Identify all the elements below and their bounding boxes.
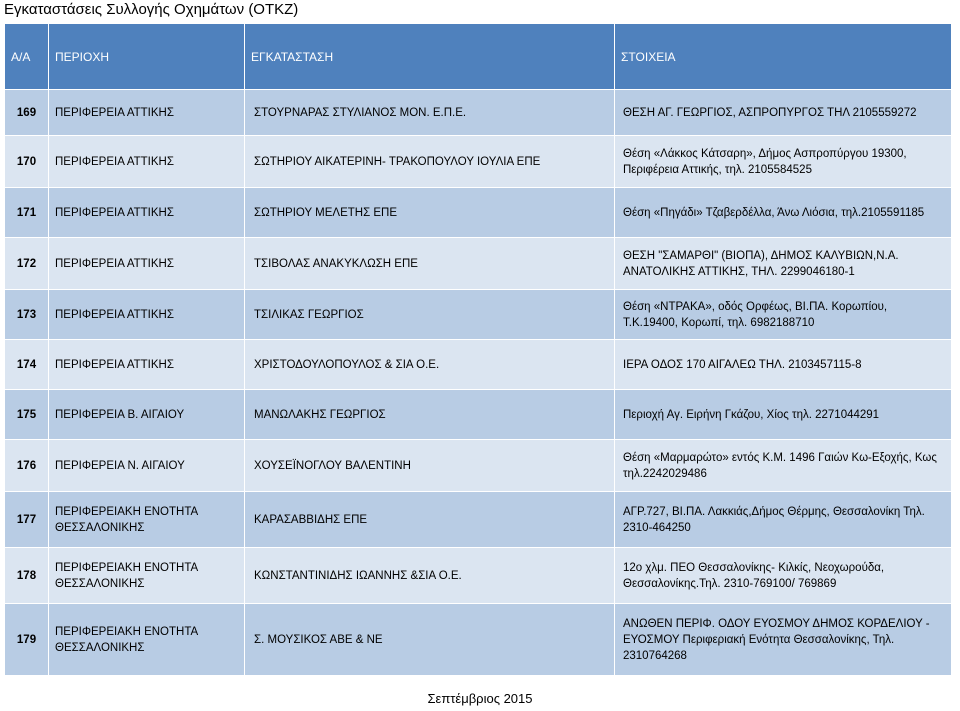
- row-number: 173: [5, 290, 49, 340]
- table-row: [5, 548, 952, 604]
- row-facility: ΧΡΙΣΤΟΔΟΥΛΟΠΟΥΛΟΣ & ΣΙΑ Ο.Ε.: [245, 340, 615, 390]
- row-facility: ΚΑΡΑΣΑΒΒΙΔΗΣ ΕΠΕ: [245, 492, 615, 548]
- row-region: ΠΕΡΙΦΕΡΕΙΑ ΑΤΤΙΚΗΣ: [49, 188, 245, 238]
- row-details: Θέση «Πηγάδι» Τζαβερδέλλα, Άνω Λιόσια, τηλ.2105591185: [615, 188, 952, 238]
- row-facility: ΜΑΝΩΛΑΚΗΣ ΓΕΩΡΓΙΟΣ: [245, 390, 615, 440]
- table-header-row: [5, 24, 952, 90]
- row-region: ΠΕΡΙΦΕΡΕΙΑ ΑΤΤΙΚΗΣ: [49, 136, 245, 188]
- row-facility: ΧΟΥΣΕΪΝΟΓΛΟΥ ΒΑΛΕΝΤΙΝΗ: [245, 440, 615, 492]
- footer-date: Σεπτέμβριος 2015: [427, 691, 533, 706]
- row-number: 178: [5, 548, 49, 604]
- column-header-region: ΠΕΡΙΟΧΗ: [49, 24, 245, 90]
- row-details: ΑΝΩΘΕΝ ΠΕΡΙΦ. ΟΔΟΥ ΕΥΟΣΜΟΥ ΔΗΜΟΣ ΚΟΡΔΕΛΙΟΥ - ΕΥΟΣΜΟΥ Περιφεριακή Ενότητα Θεσσαλονίκης, Τηλ. 2310764268: [615, 604, 952, 676]
- row-region: ΠΕΡΙΦΕΡΕΙΑ Β. ΑΙΓΑΙΟΥ: [49, 390, 245, 440]
- table-row: [5, 290, 952, 340]
- row-region: ΠΕΡΙΦΕΡΕΙΑΚΗ ΕΝΟΤΗΤΑ ΘΕΣΣΑΛΟΝΙΚΗΣ: [49, 604, 245, 676]
- row-facility: ΣΩΤΗΡΙΟΥ ΜΕΛΕΤΗΣ ΕΠΕ: [245, 188, 615, 238]
- row-details: Θέση «Λάκκος Κάτσαρη», Δήμος Ασπροπύργου 19300, Περιφέρεια Αττικής, τηλ. 2105584525: [615, 136, 952, 188]
- table-row: [5, 492, 952, 548]
- row-details: ΑΓΡ.727, ΒΙ.ΠΑ. Λακκιάς,Δήμος Θέρμης, Θεσσαλονίκη Τηλ. 2310-464250: [615, 492, 952, 548]
- table-row: [5, 238, 952, 290]
- row-facility: ΣΩΤΗΡΙΟΥ ΑΙΚΑΤΕΡΙΝΗ- ΤΡΑΚΟΠΟΥΛΟΥ ΙΟΥΛΙΑ ΕΠΕ: [245, 136, 615, 188]
- row-details: Θέση «Μαρμαρώτο» εντός Κ.Μ. 1496 Γαιών Κω-Εξοχής, Κως τηλ.2242029486: [615, 440, 952, 492]
- row-region: ΠΕΡΙΦΕΡΕΙΑ ΑΤΤΙΚΗΣ: [49, 290, 245, 340]
- row-facility: ΣΤΟΥΡΝΑΡΑΣ ΣΤΥΛΙΑΝΟΣ ΜΟΝ. Ε.Π.Ε.: [245, 90, 615, 136]
- row-details: ΘΕΣΗ "ΣΑΜΑΡΘΙ" (ΒΙΟΠΑ), ΔΗΜΟΣ ΚΑΛΥΒΙΩΝ,Ν.Α. ΑΝΑΤΟΛΙΚΗΣ ΑΤΤΙΚΗΣ, ΤΗΛ. 2299046180-1: [615, 238, 952, 290]
- row-number: 175: [5, 390, 49, 440]
- row-number: 171: [5, 188, 49, 238]
- facilities-table: [4, 23, 952, 676]
- row-number: 179: [5, 604, 49, 676]
- row-region: ΠΕΡΙΦΕΡΕΙΑ ΑΤΤΙΚΗΣ: [49, 238, 245, 290]
- row-facility: ΤΣΙΒΟΛΑΣ ΑΝΑΚΥΚΛΩΣΗ ΕΠΕ: [245, 238, 615, 290]
- table-row: [5, 390, 952, 440]
- row-number: 174: [5, 340, 49, 390]
- row-details: Θέση «ΝΤΡΑΚΑ», οδός Ορφέως, ΒΙ.ΠΑ. Κορωπίου, Τ.Κ.19400, Κορωπί, τηλ. 6982188710: [615, 290, 952, 340]
- row-number: 176: [5, 440, 49, 492]
- row-region: ΠΕΡΙΦΕΡΕΙΑ ΑΤΤΙΚΗΣ: [49, 340, 245, 390]
- row-details: ΘΕΣΗ ΑΓ. ΓΕΩΡΓΙΟΣ, ΑΣΠΡΟΠΥΡΓΟΣ ΤΗΛ 2105559272: [615, 90, 952, 136]
- row-details: Περιοχή Αγ. Ειρήνη Γκάζου, Χίος τηλ. 2271044291: [615, 390, 952, 440]
- column-header-aa: Α/Α: [5, 24, 49, 90]
- page-title: Εγκαταστάσεις Συλλογής Οχημάτων (ΟΤΚΖ): [4, 1, 299, 18]
- row-details: ΙΕΡΑ ΟΔΟΣ 170 ΑΙΓΑΛΕΩ ΤΗΛ. 2103457115-8: [615, 340, 952, 390]
- table-row: [5, 340, 952, 390]
- row-region: ΠΕΡΙΦΕΡΕΙΑΚΗ ΕΝΟΤΗΤΑ ΘΕΣΣΑΛΟΝΙΚΗΣ: [49, 548, 245, 604]
- row-number: 170: [5, 136, 49, 188]
- table-row: [5, 604, 952, 676]
- table-row: [5, 188, 952, 238]
- row-region: ΠΕΡΙΦΕΡΕΙΑΚΗ ΕΝΟΤΗΤΑ ΘΕΣΣΑΛΟΝΙΚΗΣ: [49, 492, 245, 548]
- column-header-details: ΣΤΟΙΧΕΙΑ: [615, 24, 952, 90]
- row-number: 172: [5, 238, 49, 290]
- row-region: ΠΕΡΙΦΕΡΕΙΑ ΑΤΤΙΚΗΣ: [49, 90, 245, 136]
- table-row: [5, 136, 952, 188]
- table-row: [5, 440, 952, 492]
- row-facility: Σ. ΜΟΥΣΙΚΟΣ ΑΒΕ & ΝΕ: [245, 604, 615, 676]
- table-row: [5, 90, 952, 136]
- row-facility: ΤΣΙΛΙΚΑΣ ΓΕΩΡΓΙΟΣ: [245, 290, 615, 340]
- row-number: 177: [5, 492, 49, 548]
- row-region: ΠΕΡΙΦΕΡΕΙΑ Ν. ΑΙΓΑΙΟΥ: [49, 440, 245, 492]
- column-header-facility: ΕΓΚΑΤΑΣΤΑΣΗ: [245, 24, 615, 90]
- row-details: 12ο χλμ. ΠΕΟ Θεσσαλονίκης- Κιλκίς, Νεοχωρούδα, Θεσσαλονίκης.Τηλ. 2310-769100/ 769869: [615, 548, 952, 604]
- row-facility: ΚΩΝΣΤΑΝΤΙΝΙΔΗΣ ΙΩΑΝΝΗΣ &ΣΙΑ Ο.Ε.: [245, 548, 615, 604]
- row-number: 169: [5, 90, 49, 136]
